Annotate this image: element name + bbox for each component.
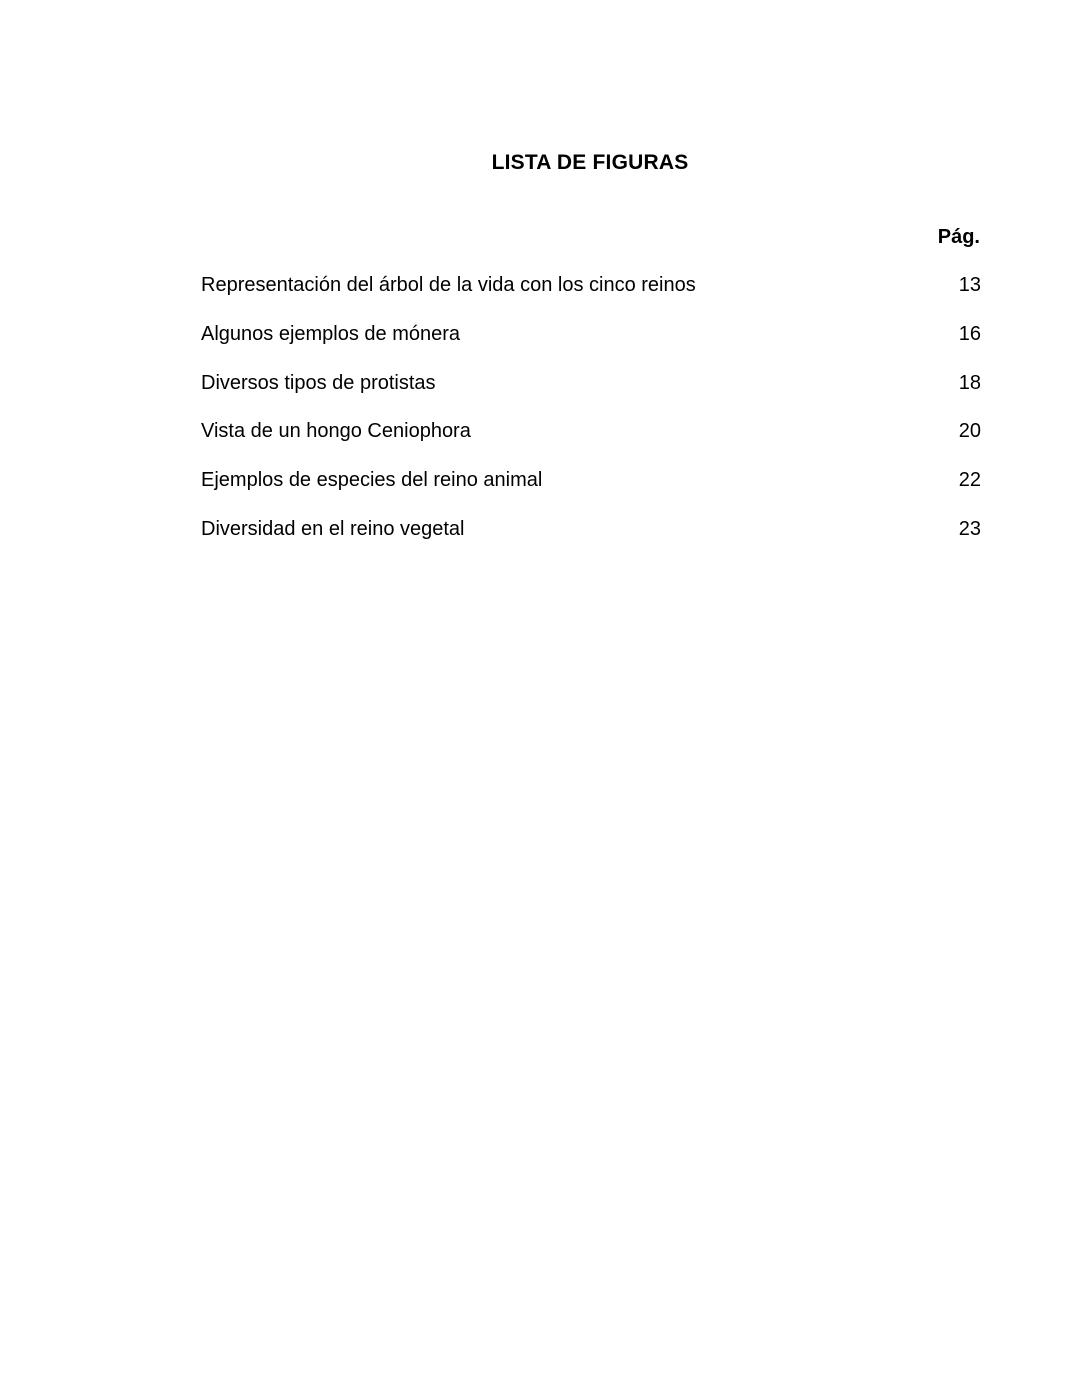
list-item xyxy=(201,516,981,565)
list-item xyxy=(201,272,981,321)
page-title: LISTA DE FIGURAS xyxy=(491,151,689,174)
page-column-header: Pág. xyxy=(937,226,980,248)
figure-page-number: 18 xyxy=(958,371,981,394)
figure-label: Algunos ejemplos de mónera xyxy=(201,322,461,345)
figure-label: Diversidad en el reino vegetal xyxy=(201,517,465,540)
list-item xyxy=(201,418,981,467)
figure-page-number: 13 xyxy=(958,274,981,296)
figure-label: Vista de un hongo Ceniophora xyxy=(201,420,471,443)
figure-page-number: 22 xyxy=(958,469,981,492)
figure-label: Ejemplos de especies del reino animal xyxy=(201,469,543,492)
list-item xyxy=(201,370,981,419)
list-item xyxy=(201,467,981,516)
figure-label: Representación del árbol de la vida con los cinco reinos xyxy=(201,274,696,296)
figure-page-number: 16 xyxy=(958,322,981,345)
list-item xyxy=(201,321,981,370)
figure-page-number: 23 xyxy=(958,517,981,540)
figure-label: Diversos tipos de protistas xyxy=(201,371,436,394)
figure-page-number: 20 xyxy=(958,420,981,443)
figure-list xyxy=(201,272,981,565)
